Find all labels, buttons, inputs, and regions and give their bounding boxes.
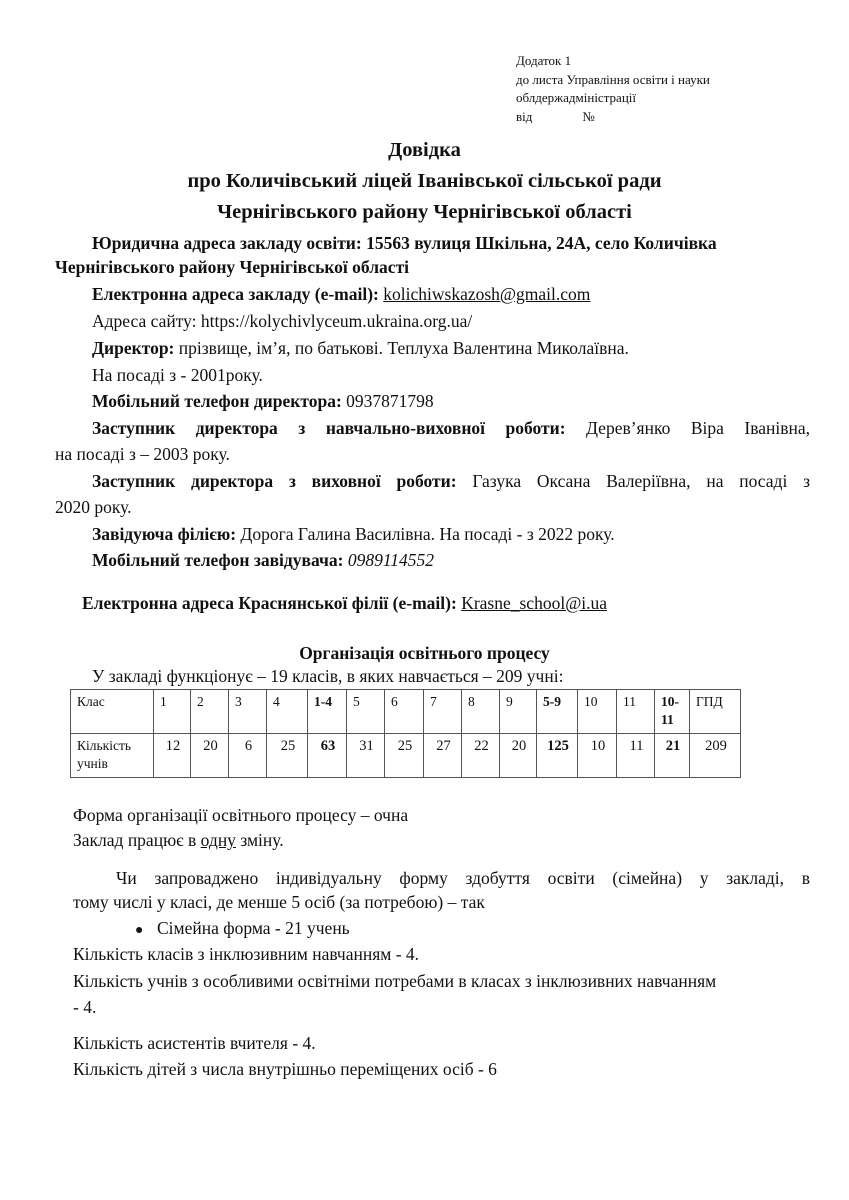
doc-subtitle: Чернігівського району Чернігівської області bbox=[217, 201, 632, 223]
branch-phone-row bbox=[92, 550, 434, 571]
classes-intro: У закладі функціонує – 19 класів, в яких навчається – 209 учні: bbox=[92, 666, 564, 686]
count-cell: 63 bbox=[308, 734, 347, 778]
family-form-item bbox=[135, 918, 350, 939]
appendix-line bbox=[516, 108, 710, 127]
director-since: На посаді з - 2001року. bbox=[92, 365, 263, 385]
legal-address: Юридична адреса закладу освіти: 15563 вулиця Шкільна, 24А, село Количівка bbox=[92, 233, 717, 253]
count-cell: 20 bbox=[191, 734, 229, 778]
branch-head-row bbox=[92, 524, 615, 545]
deputy-upbringing-continuation: 2020 року. bbox=[55, 497, 132, 517]
education-form: Форма організації освітнього процесу – очна bbox=[73, 805, 409, 825]
school-email-row bbox=[92, 284, 590, 305]
website: Адреса сайту: https://kolychivlyceum.ukraina.org.ua/ bbox=[92, 311, 473, 331]
school-email-link[interactable]: kolichiwskazosh@gmail.com bbox=[383, 284, 591, 304]
doc-subtitle: про Количівський ліцей Іванівської сільської ради bbox=[187, 170, 662, 192]
deputy-edu-row bbox=[55, 418, 810, 439]
sen-students-cont: - 4. bbox=[73, 997, 97, 1017]
count-cell: 10 bbox=[578, 734, 617, 778]
class-cell: 7 bbox=[424, 690, 462, 734]
deputy-edu-value: Дерев’янко Віра Іванівна, bbox=[565, 418, 810, 438]
class-cell: 3 bbox=[229, 690, 267, 734]
doc-title: Довідка bbox=[388, 139, 461, 161]
legal-address-continuation: Чернігівського району Чернігівської області bbox=[55, 257, 410, 277]
branch-email-row bbox=[82, 593, 607, 614]
count-cell: 25 bbox=[385, 734, 424, 778]
director-phone-row bbox=[92, 391, 434, 412]
count-cell: 11 bbox=[617, 734, 655, 778]
appendix-line: облдержадміністрації bbox=[516, 90, 636, 105]
branch-phone-value: 0989114552 bbox=[343, 550, 435, 570]
appendix-number: № bbox=[582, 108, 595, 124]
sen-students: Кількість учнів з особливими освітніми потребами в класах з інклюзивних навчанням bbox=[73, 971, 717, 991]
branch-phone-label: Мобільний телефон завідувача: bbox=[92, 550, 344, 570]
class-cell: 10- 11 bbox=[655, 690, 690, 734]
director-phone-value: 0937871798 bbox=[341, 391, 434, 411]
branch-head-label: Завідуюча філією: bbox=[92, 524, 237, 544]
shift-prefix: Заклад працює в bbox=[73, 830, 201, 850]
row-header: Клас bbox=[71, 690, 154, 734]
classes-table bbox=[70, 689, 741, 778]
shift-info bbox=[73, 830, 284, 851]
individual-form-question-cont: тому числі у класі, де менше 5 осіб (за потребою) – так bbox=[73, 892, 485, 912]
row-header: Кількість учнів bbox=[71, 734, 154, 778]
school-email-label: Електронна адреса закладу (e-mail): bbox=[92, 284, 379, 304]
class-cell: 9 bbox=[500, 690, 537, 734]
individual-form-question: Чи запроваджено індивідуальну форму здобуття освіти (сімейна) у закладі, в bbox=[116, 868, 810, 888]
count-cell: 31 bbox=[347, 734, 385, 778]
branch-email-link[interactable]: Krasne_school@i.ua bbox=[461, 593, 608, 613]
deputy-upbringing-label: Заступник директора з виховної роботи: bbox=[92, 471, 457, 491]
family-form-text: Сімейна форма - 21 учень bbox=[157, 918, 350, 938]
class-cell: 2 bbox=[191, 690, 229, 734]
branch-email-label: Електронна адреса Краснянської філії (e-mail): bbox=[82, 593, 457, 613]
shift-suffix: зміну. bbox=[235, 830, 284, 850]
class-cell: 11 bbox=[617, 690, 655, 734]
deputy-edu-label: Заступник директора з навчально-виховної роботи: bbox=[92, 418, 566, 438]
count-cell: 12 bbox=[154, 734, 191, 778]
appendix-from: від bbox=[516, 108, 533, 124]
director-row bbox=[92, 338, 629, 359]
class-cell: 5 bbox=[347, 690, 385, 734]
section-heading: Організація освітнього процесу bbox=[299, 643, 550, 663]
class-cell: 1-4 bbox=[308, 690, 347, 734]
bullet-icon: ● bbox=[135, 923, 144, 938]
class-cell: 10 bbox=[578, 690, 617, 734]
teacher-assistants: Кількість асистентів вчителя - 4. bbox=[73, 1033, 316, 1053]
appendix-line: до листа Управління освіти і науки bbox=[516, 71, 710, 87]
classes-row bbox=[71, 690, 741, 734]
deputy-upbringing-row bbox=[55, 471, 810, 492]
count-cell: 20 bbox=[500, 734, 537, 778]
branch-head-value: Дорога Галина Василівна. На посаді - з 2022 року. bbox=[236, 524, 615, 544]
shift-value: одну bbox=[200, 830, 236, 850]
director-value: прізвище, ім’я, по батькові. Теплуха Валентина Миколаївна. bbox=[174, 338, 629, 358]
class-cell: 4 bbox=[267, 690, 308, 734]
counts-row bbox=[71, 734, 741, 778]
class-cell: 1 bbox=[154, 690, 191, 734]
count-cell: 209 bbox=[690, 734, 741, 778]
count-cell: 25 bbox=[267, 734, 308, 778]
count-cell: 22 bbox=[462, 734, 500, 778]
count-cell: 21 bbox=[655, 734, 690, 778]
director-label: Директор: bbox=[92, 338, 175, 358]
deputy-upbringing-value: Газука Оксана Валеріївна, на посаді з bbox=[456, 471, 810, 491]
appendix-note bbox=[516, 52, 710, 126]
appendix-line: Додаток 1 bbox=[516, 53, 572, 68]
deputy-edu-continuation: на посаді з – 2003 року. bbox=[55, 444, 230, 464]
class-cell: 5-9 bbox=[537, 690, 578, 734]
class-cell: ГПД bbox=[690, 690, 741, 734]
inclusive-classes: Кількість класів з інклюзивним навчанням - 4. bbox=[73, 944, 420, 964]
idp-children: Кількість дітей з числа внутрішньо переміщених осіб - 6 bbox=[73, 1059, 497, 1079]
count-cell: 125 bbox=[537, 734, 578, 778]
class-cell: 6 bbox=[385, 690, 424, 734]
count-cell: 6 bbox=[229, 734, 267, 778]
count-cell: 27 bbox=[424, 734, 462, 778]
director-phone-label: Мобільний телефон директора: bbox=[92, 391, 342, 411]
class-cell: 8 bbox=[462, 690, 500, 734]
